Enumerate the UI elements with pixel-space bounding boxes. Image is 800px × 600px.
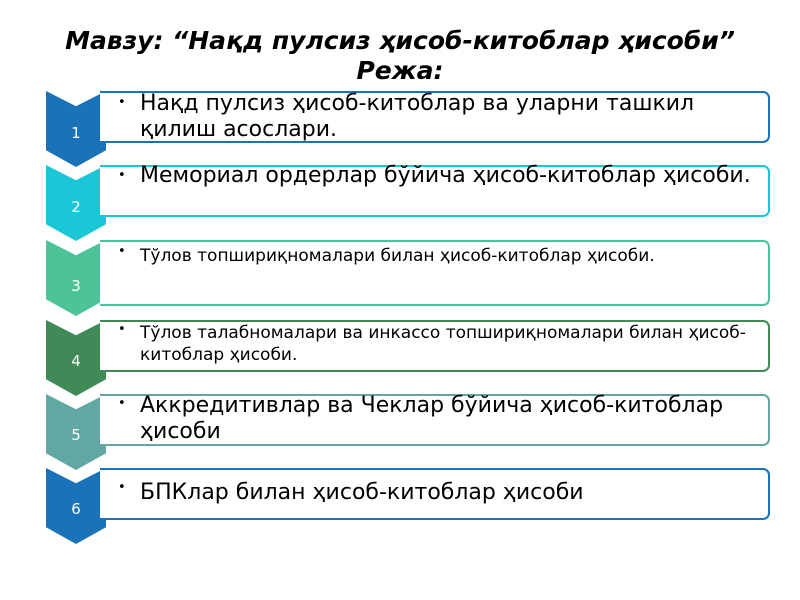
step-1 <box>0 91 800 171</box>
step-5-number: 5 <box>71 426 81 444</box>
slide-subtitle: Режа: <box>356 56 444 85</box>
step-3-number: 3 <box>71 277 81 295</box>
step-6-text: БПКлар билан ҳисоб-китоблар ҳисоби <box>140 480 584 505</box>
step-2 <box>0 165 800 245</box>
step-4-text: Тўлов талабномалари ва инкассо топшириқномалари билан ҳисоб-китоблар ҳисоби. <box>140 323 746 365</box>
step-6-bullet: • <box>118 480 126 495</box>
step-1-bullet: • <box>118 95 126 110</box>
step-4-bullet: • <box>118 322 126 337</box>
step-1-text: Нақд пулсиз ҳисоб-китоблар ва уларни ташкил қилиш асослари. <box>140 91 695 142</box>
step-4 <box>0 320 800 400</box>
step-5-text: Аккредитивлар ва Чеклар бўйича ҳисоб-китоблар ҳисоби <box>140 393 724 444</box>
step-2-number: 2 <box>71 198 81 216</box>
step-2-text: Мемориал ордерлар бўйича ҳисоб-китоблар ҳисоби. <box>140 163 751 188</box>
step-1-number: 1 <box>71 124 81 142</box>
step-4-number: 4 <box>71 352 81 370</box>
step-3-text: Тўлов топшириқномалари билан ҳисоб-китоблар ҳисоби. <box>140 246 655 266</box>
step-5-bullet: • <box>118 396 126 411</box>
step-6-number: 6 <box>71 500 81 518</box>
step-2-bullet: • <box>118 168 126 183</box>
step-3-bullet: • <box>118 244 126 259</box>
step-6 <box>0 468 800 548</box>
step-5 <box>0 394 800 474</box>
slide-title: Мавзу: “Нақд пулсиз ҳисоб-китоблар ҳисоби” <box>65 26 735 55</box>
step-3 <box>0 240 800 320</box>
